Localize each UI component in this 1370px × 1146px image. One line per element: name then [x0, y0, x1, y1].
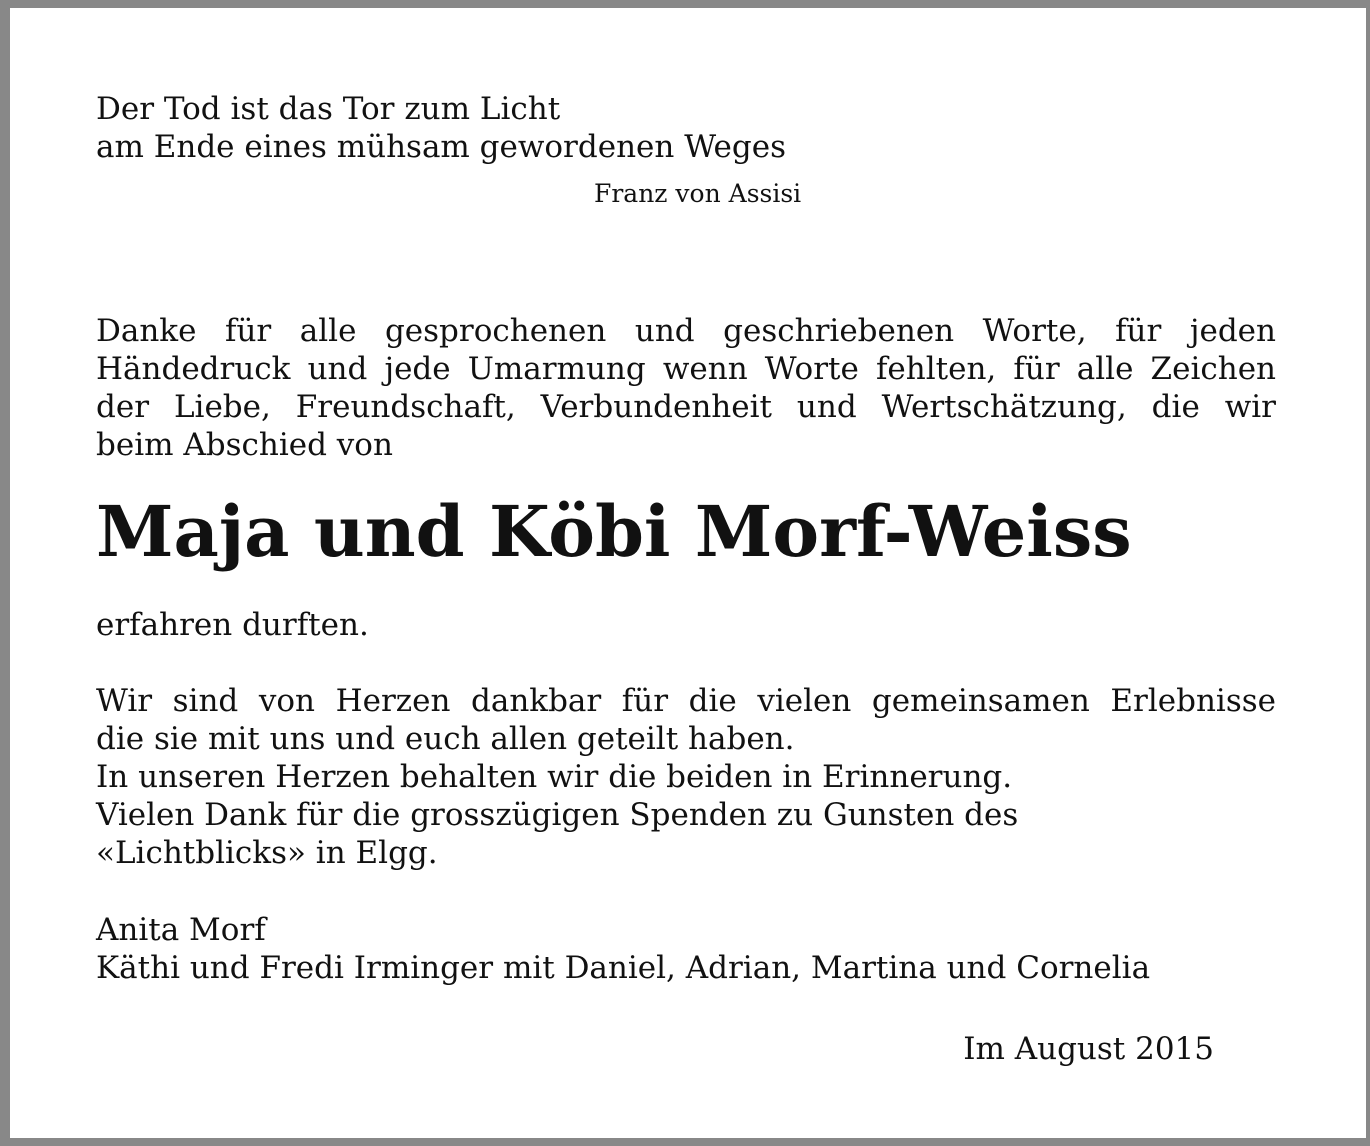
thanks-line-4: beim Abschied von: [96, 427, 393, 463]
gratitude-line-5: «Lichtblicks» in Elgg.: [96, 835, 438, 871]
gratitude-line-3: In unseren Herzen behalten wir die beiden in Erinnerung.: [96, 759, 1013, 795]
quote-author: Franz von Assisi: [594, 179, 802, 208]
thanks-line-1: Danke für alle gesprochenen und geschriebenen Worte, für jeden: [96, 313, 1276, 349]
gratitude-line-1: Wir sind von Herzen dankbar für die vielen gemeinsamen Erlebnisse: [96, 683, 1276, 719]
quote-line-1: Der Tod ist das Tor zum Licht: [96, 91, 561, 127]
after-name-text: erfahren durften.: [96, 607, 369, 643]
quote-line-2: am Ende eines mühsam gewordenen Weges: [96, 129, 786, 165]
signature-2: Käthi und Fredi Irminger mit Daniel, Adrian, Martina und Cornelia: [96, 950, 1151, 986]
gratitude-line-2: die sie mit uns und euch allen geteilt haben.: [96, 721, 795, 757]
thanks-line-2: Händedruck und jede Umarmung wenn Worte fehlten, für alle Zeichen: [96, 351, 1276, 387]
date-line: Im August 2015: [963, 1031, 1214, 1067]
signature-1: Anita Morf: [96, 912, 266, 948]
thanks-line-3: der Liebe, Freundschaft, Verbundenheit und Wertschätzung, die wir: [96, 389, 1276, 425]
gratitude-line-4: Vielen Dank für die grosszügigen Spenden zu Gunsten des: [96, 797, 1019, 833]
deceased-names: Maja und Köbi Morf-Weiss: [96, 490, 1132, 573]
